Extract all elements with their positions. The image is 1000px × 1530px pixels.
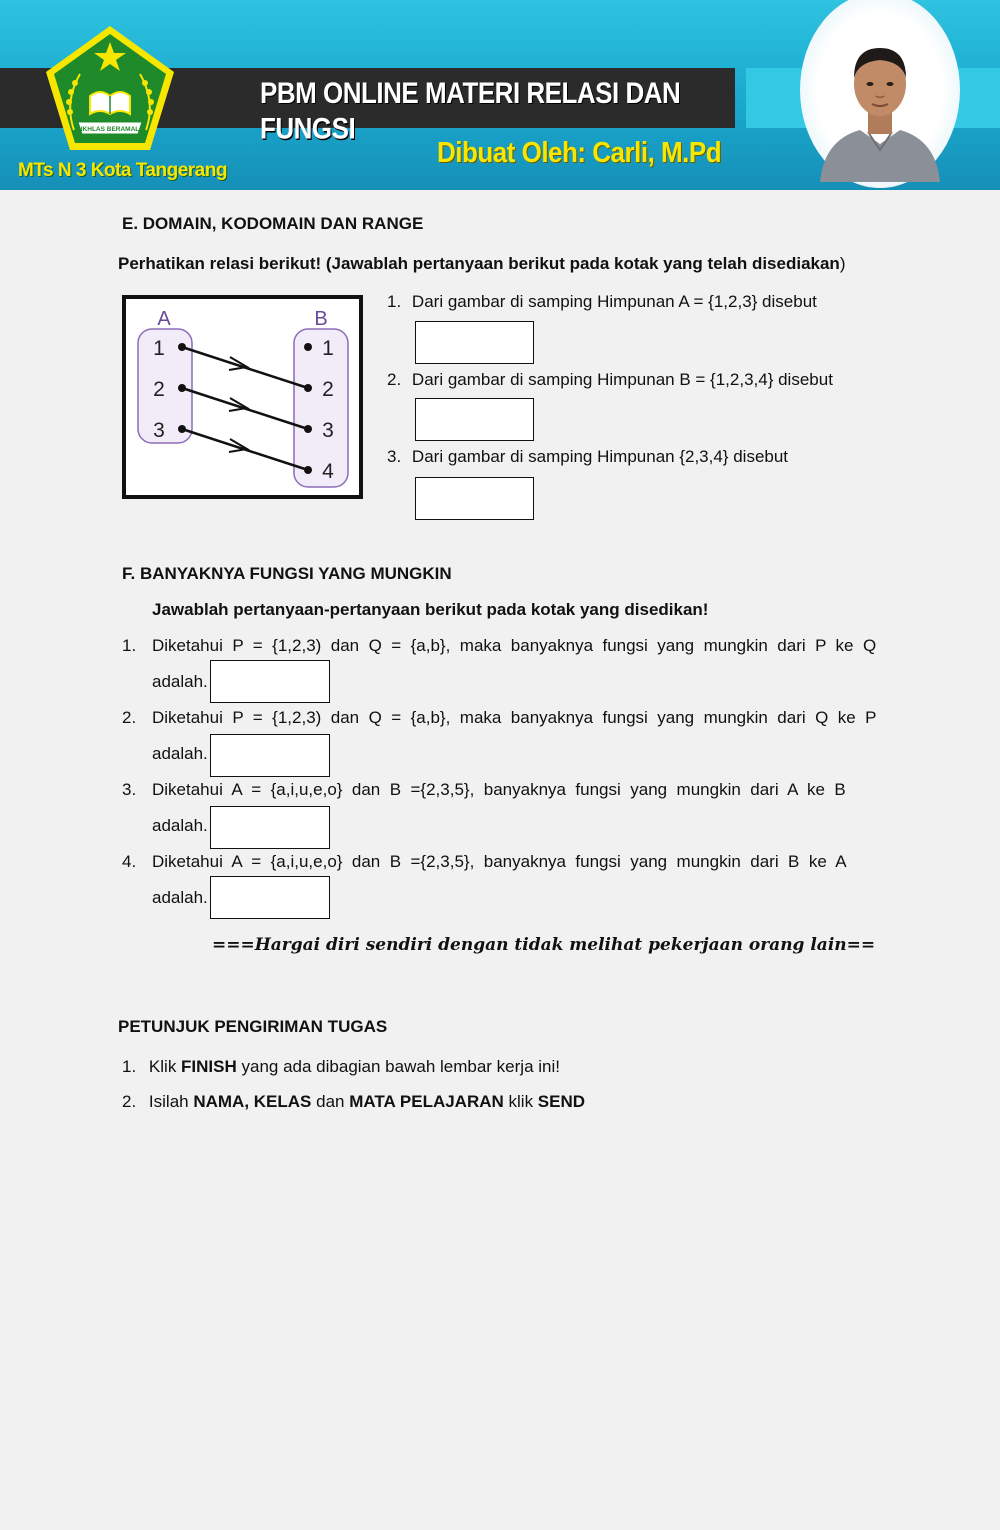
petunjuk-step (122, 1092, 585, 1112)
step-number: 1. (122, 1057, 137, 1076)
step-text: yang ada dibagian bawah lembar kerja ini! (236, 1057, 560, 1076)
header-banner (0, 0, 1000, 190)
answer-box-e3[interactable] (415, 477, 534, 520)
step-keyword: FINISH (181, 1057, 237, 1076)
section-e-instruction-paren: ) (839, 254, 846, 273)
step-keyword: NAMA, KELAS (193, 1092, 312, 1111)
school-logo (42, 22, 178, 158)
question-number: 2. (122, 708, 137, 727)
step-keyword: MATA PELAJARAN (349, 1092, 504, 1111)
question-number: 4. (122, 852, 137, 871)
person-portrait-icon (810, 22, 950, 182)
section-e-question (387, 292, 817, 312)
step-text: klik (503, 1092, 538, 1111)
section-e-question (387, 447, 788, 467)
question-number: 1. (387, 292, 402, 311)
answer-prefix: adalah. (152, 816, 208, 835)
logo-ribbon-text: IKHLAS BERAMAL (80, 126, 140, 133)
section-f-question (122, 636, 882, 656)
step-number: 2. (122, 1092, 137, 1111)
set-a-member: 1 (153, 337, 165, 360)
author-photo (800, 0, 960, 188)
answer-prefix: adalah. (152, 672, 208, 691)
question-text: Diketahui P = {1,2,3) dan Q = {a,b}, maka banyaknya fungsi yang mungkin dari Q ke P (152, 708, 877, 727)
set-b-label: B (314, 308, 328, 330)
step-keyword: SEND (537, 1092, 586, 1111)
set-a-member: 2 (153, 378, 165, 401)
petunjuk-step (122, 1057, 560, 1077)
set-b-member: 3 (322, 419, 334, 442)
answer-box-f4[interactable] (210, 876, 330, 919)
question-text: Diketahui P = {1,2,3) dan Q = {a,b}, maka banyaknya fungsi yang mungkin dari P ke Q (152, 636, 877, 655)
question-text: Diketahui A = {a,i,u,e,o} dan B ={2,3,5}, banyaknya fungsi yang mungkin dari B ke A (152, 852, 847, 871)
step-text: Klik (148, 1057, 182, 1076)
author-credit: Dibuat Oleh: Carli, M.Pd (437, 135, 722, 169)
question-text: Dari gambar di samping Himpunan B = {1,2,3,4} disebut (411, 370, 833, 389)
section-f-instruction: Jawablah pertanyaan-pertanyaan berikut pada kotak yang disedikan! (152, 600, 709, 619)
set-a-member: 3 (153, 419, 165, 442)
question-number: 2. (387, 370, 402, 389)
section-e-instruction-text: Perhatikan relasi berikut! (Jawablah pertanyaan berikut pada kotak yang telah disediakan (118, 254, 840, 273)
answer-prefix: adalah. (152, 744, 208, 763)
relation-diagram (122, 295, 363, 499)
section-f-question (122, 708, 882, 728)
answer-box-e2[interactable] (415, 398, 534, 441)
question-number: 1. (122, 636, 137, 655)
question-text: Dari gambar di samping Himpunan A = {1,2,3} disebut (411, 292, 817, 311)
answer-prefix: adalah. (152, 888, 208, 907)
section-f-heading: F. BANYAKNYA FUNGSI YANG MUNGKIN (122, 564, 452, 583)
set-b-member: 2 (322, 378, 334, 401)
motto-text: ===Hargai diri sendiri dengan tidak melihat pekerjaan orang lain== (212, 935, 876, 955)
set-a-label: A (157, 308, 171, 330)
step-text: Isilah (148, 1092, 194, 1111)
section-e-question (387, 370, 833, 390)
arrow-diagram (126, 299, 359, 495)
answer-box-f3[interactable] (210, 806, 330, 849)
section-e-instruction (118, 254, 845, 274)
answer-box-f2[interactable] (210, 734, 330, 777)
set-b-member: 4 (322, 460, 334, 483)
set-b-member: 1 (322, 337, 334, 360)
section-e-heading: E. DOMAIN, KODOMAIN DAN RANGE (122, 214, 424, 233)
question-text: Diketahui A = {a,i,u,e,o} dan B ={2,3,5}, banyaknya fungsi yang mungkin dari A ke B (152, 780, 846, 799)
answer-box-e1[interactable] (415, 321, 534, 364)
petunjuk-heading: PETUNJUK PENGIRIMAN TUGAS (118, 1017, 388, 1036)
section-f-question (122, 780, 882, 800)
section-f-question (122, 852, 882, 872)
page-title: PBM ONLINE MATERI RELASI DAN FUNGSI (260, 75, 681, 146)
set-b-oval (294, 329, 348, 487)
answer-box-f1[interactable] (210, 660, 330, 703)
question-number: 3. (122, 780, 137, 799)
question-text: Dari gambar di samping Himpunan {2,3,4} disebut (411, 447, 789, 466)
step-text: dan (311, 1092, 350, 1111)
question-number: 3. (387, 447, 402, 466)
school-name: MTs N 3 Kota Tangerang (18, 160, 227, 181)
